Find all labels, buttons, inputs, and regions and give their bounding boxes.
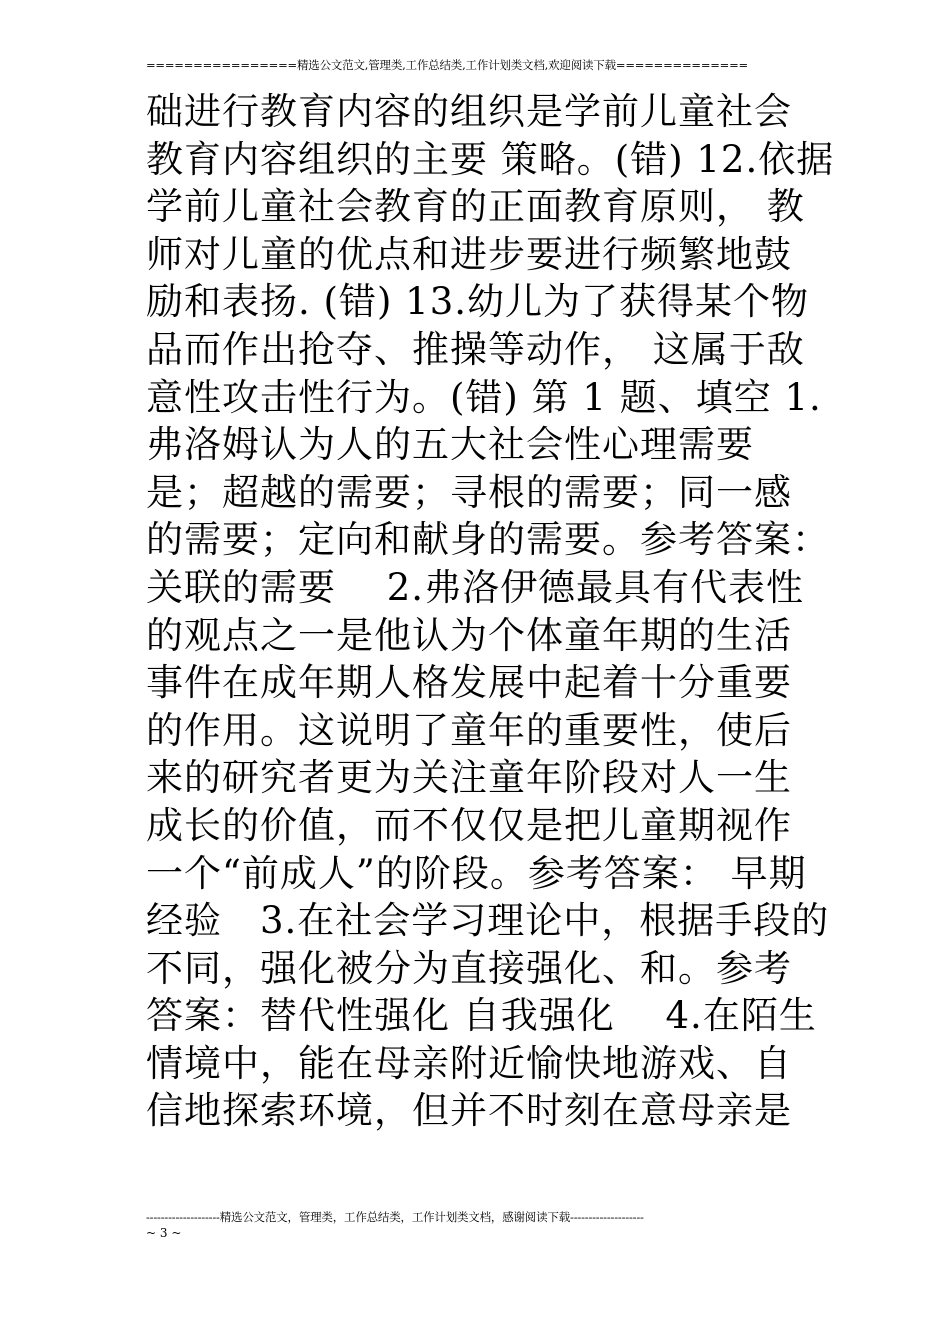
body-line: 事件在成年期人格发展中起着十分重要 bbox=[146, 661, 792, 705]
document-body bbox=[146, 88, 835, 1135]
body-line: 的作用。这说明了童年的重要性，使后 bbox=[146, 708, 792, 752]
body-line: 经验 3.在社会学习理论中，根据手段的 bbox=[146, 899, 830, 943]
body-line: 的观点之一是他认为个体童年期的生活 bbox=[146, 613, 792, 657]
page-header: ================精选公文范文,管理类,工作总结类,工作计划类文档,欢迎阅读下载============== bbox=[146, 58, 748, 72]
body-line: 关联的需要 2.弗洛伊德最具有代表性 bbox=[146, 565, 805, 609]
body-line: 弗洛姆认为人的五大社会性心理需要 bbox=[146, 423, 754, 467]
body-line: 来的研究者更为关注童年阶段对人一生 bbox=[146, 756, 792, 800]
body-line: 础进行教育内容的组织是学前儿童社会 bbox=[146, 90, 792, 133]
page-footer: --------------------精选公文范文，管理类，工作总结类，工作计划类文档，感谢阅读下载-------------------- bbox=[146, 1210, 644, 1224]
body-line: 意性攻击性行为。(错) 第 1 题、填空 1. bbox=[146, 375, 822, 419]
body-line: 信地探索环境，但并不时刻在意母亲是 bbox=[146, 1089, 792, 1133]
body-line: 不同，强化被分为直接强化、和。参考 bbox=[146, 946, 792, 990]
body-line: 师对儿童的优点和进步要进行频繁地鼓 bbox=[146, 232, 792, 276]
body-line: 励和表扬. (错) 13.幼儿为了获得某个物 bbox=[146, 280, 809, 324]
page-number: ~ 3 ~ bbox=[146, 1226, 182, 1240]
body-line: 成长的价值，而不仅仅是把儿童期视作 bbox=[146, 803, 792, 847]
body-line: 品而作出抢夺、推操等动作， 这属于敌 bbox=[146, 327, 805, 371]
body-line: 是；超越的需要；寻根的需要；同一感 bbox=[146, 470, 792, 514]
body-line: 学前儿童社会教育的正面教育原则， 教 bbox=[146, 185, 805, 229]
body-line: 一个“前成人”的阶段。参考答案： 早期 bbox=[146, 851, 807, 895]
body-line: 的需要；定向和献身的需要。参考答案： bbox=[146, 518, 830, 562]
body-line: 情境中，能在母亲附近愉快地游戏、自 bbox=[146, 1041, 792, 1085]
body-line: 答案：替代性强化 自我强化 4.在陌生 bbox=[146, 994, 817, 1038]
body-line: 教育内容组织的主要 策略。(错) 12.依据 bbox=[146, 137, 835, 181]
